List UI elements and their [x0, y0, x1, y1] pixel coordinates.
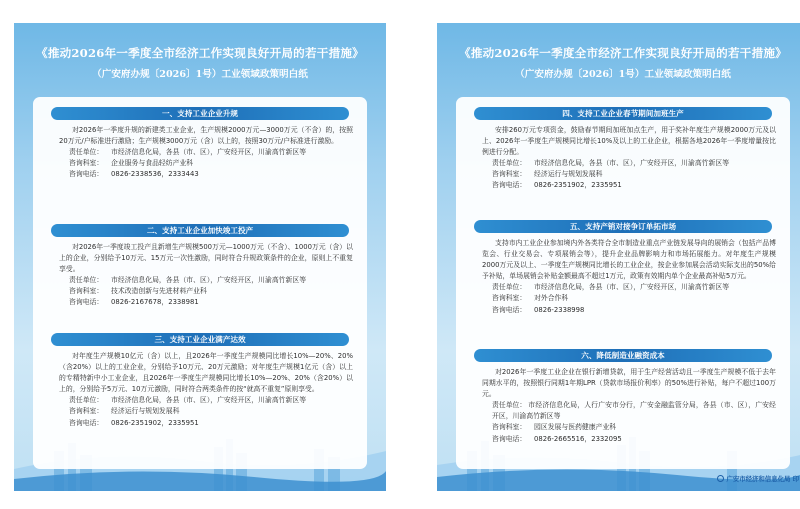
phone-line — [482, 180, 776, 191]
section-heading: 一、支持工业企业升规 — [51, 107, 349, 120]
dept-value: 经济运行与规划发展科 — [111, 407, 180, 416]
panel-title: 《推动2026年一季度全市经济工作实现良好开局的若干措施》 — [459, 46, 787, 60]
section-body: 对2026年一季度竣工投产且新增生产规模500万元—1000万元（不含）、1000万元（含）以上的企业，分别给予10万元、15万元一次性激励，同时符合升规政策条件的企业，原则上不重复享受。 — [59, 243, 353, 274]
phone-line — [59, 169, 353, 180]
duty-value: 市经济信息化局，各县（市、区），广安经开区，川渝高竹新区等 — [111, 148, 307, 157]
section-content — [482, 125, 776, 192]
phone-label: 咨询电话： — [69, 418, 104, 427]
duty-label: 责任单位： — [69, 276, 104, 285]
duty-value: 市经济信息化局，人行广安市分行，广安金融监管分局，各县（市、区），广安经开区，川渝高竹新区等 — [492, 401, 776, 421]
phone-label: 咨询电话： — [69, 298, 104, 307]
dept-value: 经济运行与规划发展科 — [534, 170, 603, 179]
dept-label: 咨询科室： — [492, 423, 527, 432]
phone-line — [482, 305, 776, 316]
duty-line — [482, 158, 776, 169]
duty-line — [59, 147, 353, 158]
dept-value: 园区发展与医药健康产业科 — [534, 423, 617, 432]
duty-value: 市经济信息化局，各县（市、区），广安经开区，川渝高竹新区等 — [111, 276, 307, 285]
duty-label: 责任单位： — [492, 401, 527, 410]
policy-panel-left — [14, 23, 386, 491]
issuer-footer-text: 广安市经济和信息化局 印 — [726, 475, 799, 483]
panel-subtitle: （广安府办规〔2026〕1号）工业领域政策明白纸 — [515, 69, 731, 80]
section-content — [59, 125, 353, 180]
dept-line — [59, 286, 353, 297]
phone-value: 0826-2665516，2332095 — [534, 434, 622, 443]
duty-label: 责任单位： — [492, 283, 527, 292]
section-content — [59, 351, 353, 429]
section-content — [482, 367, 776, 445]
section-body: 对年度生产规模10亿元（含）以上，且2026年一季度生产规模同比增长10%—20%、20%（含20%）以上的工业企业，分别给予10万元、20万元激励；对年度生产规模1亿元（含）以上的专精特新中小工业企业，且2026年一季度生产规模同比增长10%—20%、20%（含20%）以上的，分别给予5万元、10万元激励，同时符合两类条件的按“就高不重复”原则享受。 — [59, 352, 353, 394]
duty-line — [482, 400, 776, 422]
dept-label: 咨询科室： — [492, 294, 527, 303]
phone-line — [482, 434, 776, 445]
phone-label: 咨询电话： — [492, 305, 527, 314]
dept-label: 咨询科室： — [69, 407, 104, 416]
policy-panel-right — [437, 23, 800, 491]
dept-line — [482, 169, 776, 180]
dept-line — [482, 422, 776, 433]
panel-title: 《推动2026年一季度全市经济工作实现良好开局的若干措施》 — [36, 46, 364, 60]
bureau-logo-icon — [717, 475, 724, 482]
phone-value: 0826-2167678，2338981 — [111, 298, 199, 307]
duty-value: 市经济信息化局，各县（市、区），广安经开区，川渝高竹新区等 — [111, 396, 307, 405]
phone-line — [59, 418, 353, 429]
phone-value: 0826-2351902，2335951 — [534, 181, 622, 190]
section-heading: 三、支持工业企业满产达效 — [51, 333, 349, 346]
section-body: 支持市内工业企业参加境内外各类符合全市制造业重点产业链发展导向的展销会（包括产品博览会、行业交易会、专项展销会等），提升企业品牌影响力和市场拓展能力。对年度生产规模2000万元及以上、一季度生产规模同比增长的工业企业，按企业参加展会活动实际支出的50%给予补贴，单场展销会补贴金额最高不超过1万元，政策有效期内单个企业最高补贴5万元。 — [482, 239, 776, 281]
dept-value: 技术改造创新与先进材料产业科 — [111, 287, 207, 296]
section-content — [482, 238, 776, 316]
section-heading: 四、支持工业企业春节期间加班生产 — [474, 107, 772, 120]
policy-card — [456, 97, 790, 469]
dept-value: 对外合作科 — [534, 294, 569, 303]
section-heading: 二、支持工业企业加快竣工投产 — [51, 224, 349, 237]
phone-label: 咨询电话： — [69, 170, 104, 179]
dept-line — [59, 158, 353, 169]
section-heading: 五、支持产销对接争订单拓市场 — [474, 220, 772, 233]
dept-label: 咨询科室： — [69, 287, 104, 296]
dept-line — [59, 406, 353, 417]
duty-line — [59, 395, 353, 406]
issuer-footer — [717, 474, 799, 483]
phone-label: 咨询电话： — [492, 434, 527, 443]
dept-value: 企业服务与食品轻纺产业科 — [111, 159, 194, 168]
duty-label: 责任单位： — [69, 148, 104, 157]
phone-value: 0826-2338536，2333443 — [111, 170, 199, 179]
panel-subtitle: （广安府办规〔2026〕1号）工业领域政策明白纸 — [92, 69, 308, 80]
section-body: 安排260万元专项资金，鼓励春节期间加班加点生产，用于奖补年度生产规模2000万元及以上、2026年一季度生产规模同比增长10%及以上的工业企业，根据各地2026年一季度增量按比例进行分配。 — [482, 126, 776, 157]
duty-line — [482, 282, 776, 293]
section-body: 对2026年一季度升规的新建类工业企业，生产规模2000万元—3000万元（不含）的，按照20万元/户标准进行激励；生产规模3000万元（含）以上的，按照30万元/户标准进行激励。 — [59, 126, 353, 146]
section-body: 对2026年一季度工业企业在银行新增贷款，用于生产经营活动且一季度生产规模不低于去年同期水平的，按照银行同期1年期LPR（贷款市场报价利率）的50%进行补贴，每户不超过100万元。 — [482, 368, 776, 399]
dept-label: 咨询科室： — [69, 159, 104, 168]
dept-label: 咨询科室： — [492, 170, 527, 179]
policy-card — [33, 97, 367, 469]
duty-value: 市经济信息化局，各县（市、区），广安经开区，川渝高竹新区等 — [534, 283, 730, 292]
section-content — [59, 242, 353, 309]
phone-value: 0826-2351902，2335951 — [111, 418, 199, 427]
dept-line — [482, 293, 776, 304]
duty-label: 责任单位： — [69, 396, 104, 405]
section-heading: 六、降低制造业融资成本 — [474, 349, 772, 362]
phone-value: 0826-2338998 — [534, 305, 585, 314]
duty-label: 责任单位： — [492, 159, 527, 168]
duty-value: 市经济信息化局，各县（市、区），广安经开区，川渝高竹新区等 — [534, 159, 730, 168]
phone-line — [59, 297, 353, 308]
phone-label: 咨询电话： — [492, 181, 527, 190]
duty-line — [59, 275, 353, 286]
